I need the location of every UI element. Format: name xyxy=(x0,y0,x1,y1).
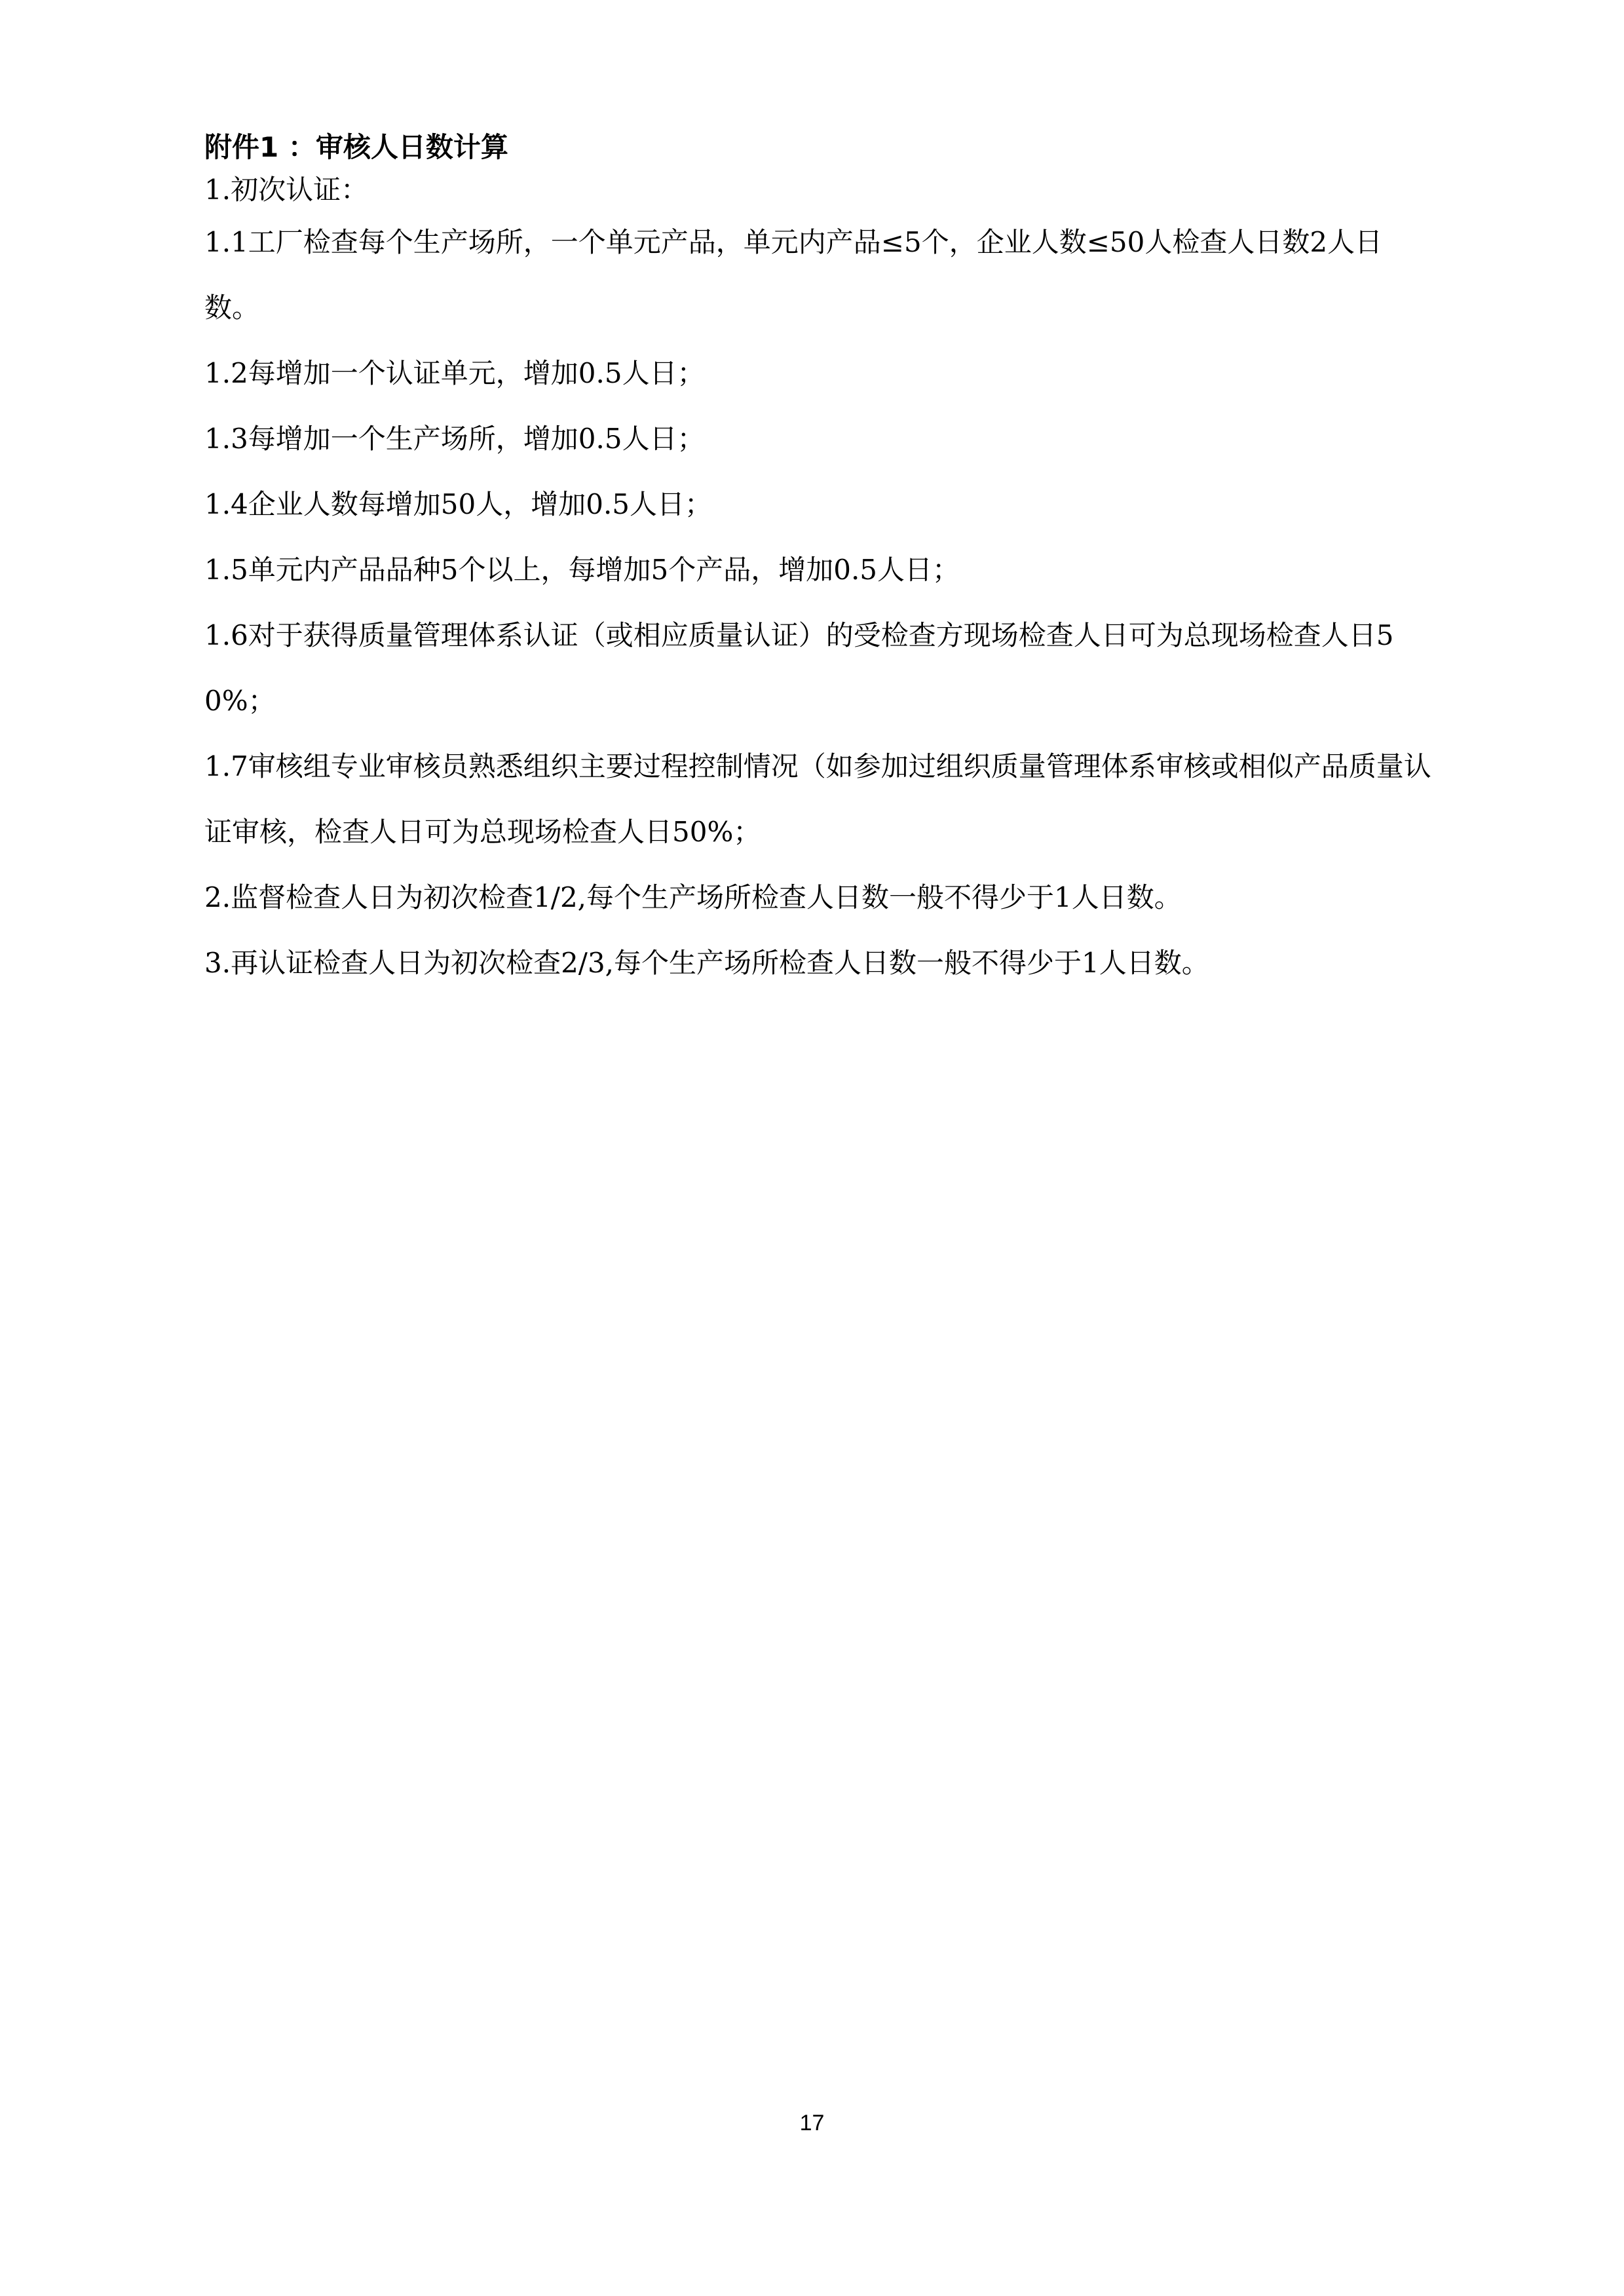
clause-1-6: 1.6对于获得质量管理体系认证（或相应质量认证）的受检查方现场检查人日可为总现场检查人日50%； xyxy=(204,619,1394,717)
clause-1-4: 1.4企业人数每增加50人，增加0.5人日； xyxy=(204,488,713,520)
clause-3-recertification: 3.再认证检查人日为初次检查2/3,每个生产场所检查人日数一般不得少于1人日数。 xyxy=(204,947,1209,979)
page-number: 17 xyxy=(799,2111,825,2135)
clause-2-surveillance: 2.监督检查人日为初次检查1/2,每个生产场所检查人日数一般不得少于1人日数。 xyxy=(204,881,1182,913)
document-body xyxy=(204,128,1436,996)
clause-1-2: 1.2每增加一个认证单元，增加0.5人日； xyxy=(204,357,705,389)
clause-1-3: 1.3每增加一个生产场所，增加0.5人日； xyxy=(204,423,705,455)
section-initial-certification: 1.初次认证： xyxy=(204,174,369,206)
page-title: 附件1 ：审核人日数计算 xyxy=(204,131,508,163)
clause-1-7: 1.7审核组专业审核员熟悉组织主要过程控制情况（如参加过组织质量管理体系审核或相似产品质量认证审核，检查人日可为总现场检查人日50%； xyxy=(204,750,1431,848)
clause-1-5: 1.5单元内产品品种5个以上，每增加5个产品，增加0.5人日； xyxy=(204,554,960,586)
clause-1-1: 1.1工厂检查每个生产场所，一个单元产品，单元内产品≤5个，企业人数≤50人检查人日数2人日数。 xyxy=(204,226,1383,324)
